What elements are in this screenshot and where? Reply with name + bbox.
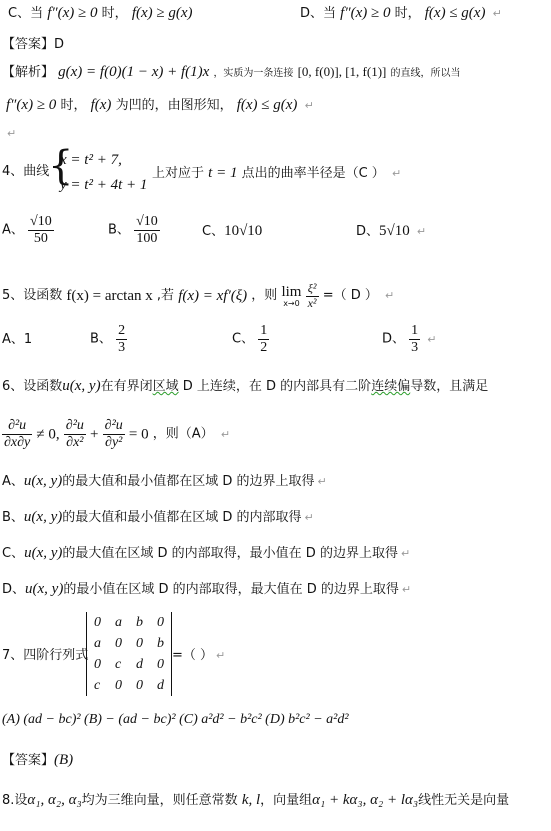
matrix-row [87,654,172,675]
return-mark-icon: ↵ [427,332,437,346]
analysis-result: f(x) ≤ g(x) [236,97,298,113]
q6-text: 连续偏 [371,379,411,394]
return-mark-icon: ↵ [400,547,411,560]
determinant-matrix [86,612,172,696]
frac-num: ξ² [306,282,319,297]
q3-option-d-condition: f″(x) ≥ 0 [340,5,391,21]
matrix-cell: d [136,656,143,672]
q6-plus: + [90,426,99,443]
q6-text: 导数，且满足 [410,379,489,394]
option-label: B、 [108,222,130,238]
q7-prefix: 7、四阶行列式 [2,648,89,663]
frac-den: 100 [136,231,158,247]
matrix-row [87,633,172,654]
q8-text: 线性无关是向量 [418,793,510,808]
option-label: C、 [202,224,225,239]
q3-option-d [300,5,502,22]
answer-label: 【答案】 [2,37,55,52]
frac-num: ∂²u [2,418,32,435]
analysis-text1: ，实质为一条连接 [213,68,294,79]
frac-den: ∂x² [66,435,84,451]
q4-option-c [202,223,262,240]
frac-den: 2 [260,340,268,356]
q6-text: D 上连续，在 D 的内部具有二阶 [178,379,372,394]
q3-option-d-result: f(x) ≤ g(x) [424,5,486,21]
matrix-cell: a [115,614,122,630]
q3-option-c-mid: 时， [101,6,128,21]
matrix-cell: 0 [157,656,164,672]
q7-options: (A) (ad − bc)² (B) − (ad − bc)² (C) a²d² − b²c² (D) b²c² − a²d² [2,712,349,727]
q4-option-d [356,223,426,240]
option-u: u(x, y) [24,545,63,561]
frac-den: ∂x∂y [4,435,31,451]
q6-option-c [2,545,410,562]
q8-stem [2,792,509,809]
option-u: u(x, y) [25,581,64,597]
return-mark-icon: ↵ [416,225,427,238]
analysis-condition: f″(x) ≥ 0 [6,97,57,113]
frac-num: 1 [258,323,269,340]
option-value: 10√10 [224,223,263,239]
q4-option-b-frac [134,214,160,247]
q6-answer: ，则（A） [152,426,214,442]
q8-group: α₁ + kα₃, α₂ + lα₃ [312,792,419,808]
analysis-text2: 的直线，所以当 [390,68,461,79]
option-text: 的最大值在区域 D 的内部取得，最小值在 D 的边界上取得 [62,546,398,561]
return-mark-icon: ↵ [385,289,395,303]
return-mark-icon: ↵ [7,127,17,140]
q4-prefix: 4、曲线 [2,164,50,179]
return-mark-icon: ↵ [401,583,412,596]
q6-text: 在有界闭 [100,379,153,394]
frac-den: ∂y² [105,435,123,451]
frac-num: ∂²u [103,418,125,435]
option-label: D、 [2,582,26,597]
q4-option-a [2,214,54,247]
q3-option-c [8,5,193,22]
q3-analysis-line2 [6,97,314,114]
q5-limit [281,285,301,308]
return-mark-icon: ↵ [304,511,314,524]
system-brace: { [48,143,74,189]
q5-function: f(x) = arctan x [66,288,153,305]
q8-text: ，向量组 [260,793,313,808]
matrix-cell: 0 [136,635,143,651]
answer-value: (B) [54,752,74,768]
q4-text-part: 点出的曲率半径是（C ） [241,166,385,181]
matrix-row [87,675,172,696]
frac-num: √10 [28,214,54,231]
q5-text: ，则 [251,288,278,304]
analysis-formula: g(x) = f(0)(1 − x) + f(1)x [58,64,210,80]
frac-den: x² [307,295,317,310]
q3-answer [2,38,64,52]
option-u: u(x, y) [23,473,63,489]
return-mark-icon: ↵ [220,427,231,441]
q4-option-b [108,214,160,247]
q4-text-part: 上对应于 [152,166,205,181]
answer-label: 【答案】 [2,753,55,768]
q8-prefix: 8.设 [2,793,28,808]
q4-option-a-frac [28,214,54,247]
q5-stem [2,282,394,311]
option-label: C、 [232,331,255,347]
frac-num: 1 [409,323,420,340]
q5-text: ,若 [156,288,175,304]
q6-text: 区域 [152,379,179,394]
q3-analysis-line1 [2,64,461,81]
return-mark-icon: ↵ [317,475,327,488]
frac [258,323,269,356]
frac-num: 2 [116,323,127,340]
option-label: A、 [2,474,24,489]
q4-eq2: y = t² + 4t + 1 [60,177,148,193]
q5-lim-frac [306,282,319,311]
q5-prefix: 5、设函数 [2,288,63,304]
q4-text [152,165,401,182]
matrix-cell: c [115,656,122,672]
option-label: C、 [2,546,25,561]
q6-eq0: = 0 [128,426,149,443]
analysis-fx: f(x) [90,97,112,113]
q6-prefix: 6、设函数 [2,379,63,394]
frac-num: √10 [134,214,160,231]
q8-text: 均为三维向量，则任意常数 [81,793,238,808]
q6-option-a [2,473,327,490]
matrix-cell: 0 [115,677,122,693]
matrix-cell: d [157,677,164,693]
q5-option-a: A、1 [2,332,33,347]
q7-determinant [86,612,172,696]
q7-suffix [172,649,225,663]
q3-option-d-mid: 时， [394,6,421,21]
option-u: u(x, y) [23,509,63,525]
option-text: 的最大值和最小值都在区域 D 的内部取得 [62,510,302,525]
q5-option-d [382,323,437,356]
matrix-cell: 0 [115,635,122,651]
analysis-label: 【解析】 [2,65,55,80]
option-text: 的最大值和最小值都在区域 D 的边界上取得 [62,474,315,489]
frac [116,323,127,356]
option-text: 的最小值在区域 D 的内部取得，最大值在 D 的边界上取得 [63,582,399,597]
lim-symbol: lim [281,283,302,300]
q7-answer [2,752,73,769]
q6-option-b [2,509,314,526]
frac-den: 50 [33,231,48,247]
q5-option-c [232,323,269,356]
q4-eq1: x = t² + 7, [60,152,122,168]
matrix-cell: a [94,635,101,651]
q6-condition [2,418,230,451]
frac [103,418,125,451]
option-label: B、 [90,331,112,347]
matrix-cell: 0 [94,614,101,630]
option-label: B、 [2,510,24,525]
q3-option-c-label: C、当 [8,6,44,21]
q7-suffix-text: =（ ） [172,648,214,663]
option-label: A、 [2,222,24,238]
q8-constants: k, l [241,792,261,808]
q6-option-d [2,581,411,598]
analysis-text: 为凹的，由图形知， [115,98,233,113]
frac-num: ∂²u [64,418,86,435]
q3-option-c-result: f(x) ≥ g(x) [131,5,193,21]
matrix-cell: 0 [94,656,101,672]
answer-value: D [54,37,65,52]
matrix-cell: b [136,614,143,630]
frac-den: 3 [118,340,126,356]
q5-answer: =（ D ） [322,288,378,304]
q5-function2: f(x) = xf′(ξ) [178,288,248,305]
q4-point: t = 1 [208,165,238,181]
q6-neq: ≠ 0, [36,426,60,443]
q8-vectors: α₁, α₂, α₃ [27,792,82,808]
option-label: D、 [356,224,380,239]
q5-option-b [90,323,127,356]
matrix-cell: 0 [136,677,143,693]
q3-option-d-label: D、当 [300,6,337,21]
frac-den: 3 [411,340,419,356]
matrix-cell: c [94,677,101,693]
return-mark-icon: ↵ [391,167,402,180]
return-mark-icon: ↵ [216,649,226,662]
q6-u: u(x, y) [62,378,101,394]
q3-option-c-condition: f″(x) ≥ 0 [47,5,98,21]
analysis-text: 时， [60,98,87,113]
matrix-cell: 0 [157,614,164,630]
frac [64,418,86,451]
option-label: D、 [382,331,406,347]
frac [409,323,420,356]
return-mark-icon: ↵ [492,7,502,20]
lim-subscript: x→0 [283,298,300,308]
q6-stem [2,378,488,395]
matrix-cell: b [157,635,164,651]
option-value: 5√10 [379,223,410,239]
matrix-row [87,612,172,633]
return-mark-icon: ↵ [304,99,314,112]
frac [2,418,32,451]
analysis-points: [0, f(0)], [1, f(1)] [297,64,387,79]
